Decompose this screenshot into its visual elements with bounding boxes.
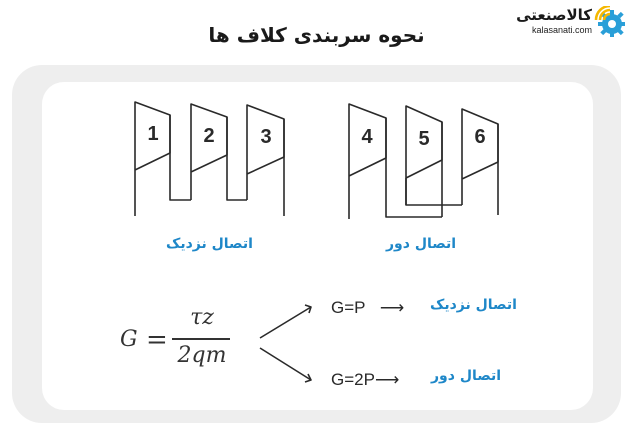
coil-number-4: 4 bbox=[361, 126, 373, 148]
coil-number-6: 6 bbox=[474, 126, 486, 148]
arrow-right-icon: ⟶ bbox=[379, 298, 405, 317]
near-connection-label: اتصال نزدیک bbox=[166, 236, 253, 252]
relation-far-expr: G=2P⟶ bbox=[331, 370, 400, 389]
formula-equals: = bbox=[146, 325, 168, 355]
relation-far-label: اتصال دور bbox=[431, 368, 502, 384]
far-connection-label: اتصال دور bbox=[386, 236, 457, 252]
formula-denominator: 2qm bbox=[177, 343, 227, 368]
coil-number-2: 2 bbox=[203, 125, 215, 147]
relation-near-label: اتصال نزدیک bbox=[430, 297, 517, 313]
page-title: نحوه سربندی کلاف ها bbox=[208, 23, 425, 47]
near-connection-coils bbox=[135, 102, 284, 216]
far-connection-coils bbox=[349, 104, 498, 219]
brand-name: کالاصنعتی bbox=[516, 6, 592, 24]
relation-near-expr: G=P ⟶ bbox=[331, 298, 405, 317]
branch-arrows bbox=[260, 305, 311, 382]
coil-number-5: 5 bbox=[418, 128, 430, 150]
coil-number-3: 3 bbox=[260, 126, 272, 148]
brand-domain: kalasanati.com bbox=[531, 25, 592, 35]
formula-lhs: G bbox=[120, 327, 138, 352]
coil-number-1: 1 bbox=[147, 123, 159, 145]
fraction-bar bbox=[172, 338, 230, 340]
formula-numerator: τz bbox=[190, 305, 214, 330]
arrow-right-icon: ⟶ bbox=[374, 370, 400, 389]
